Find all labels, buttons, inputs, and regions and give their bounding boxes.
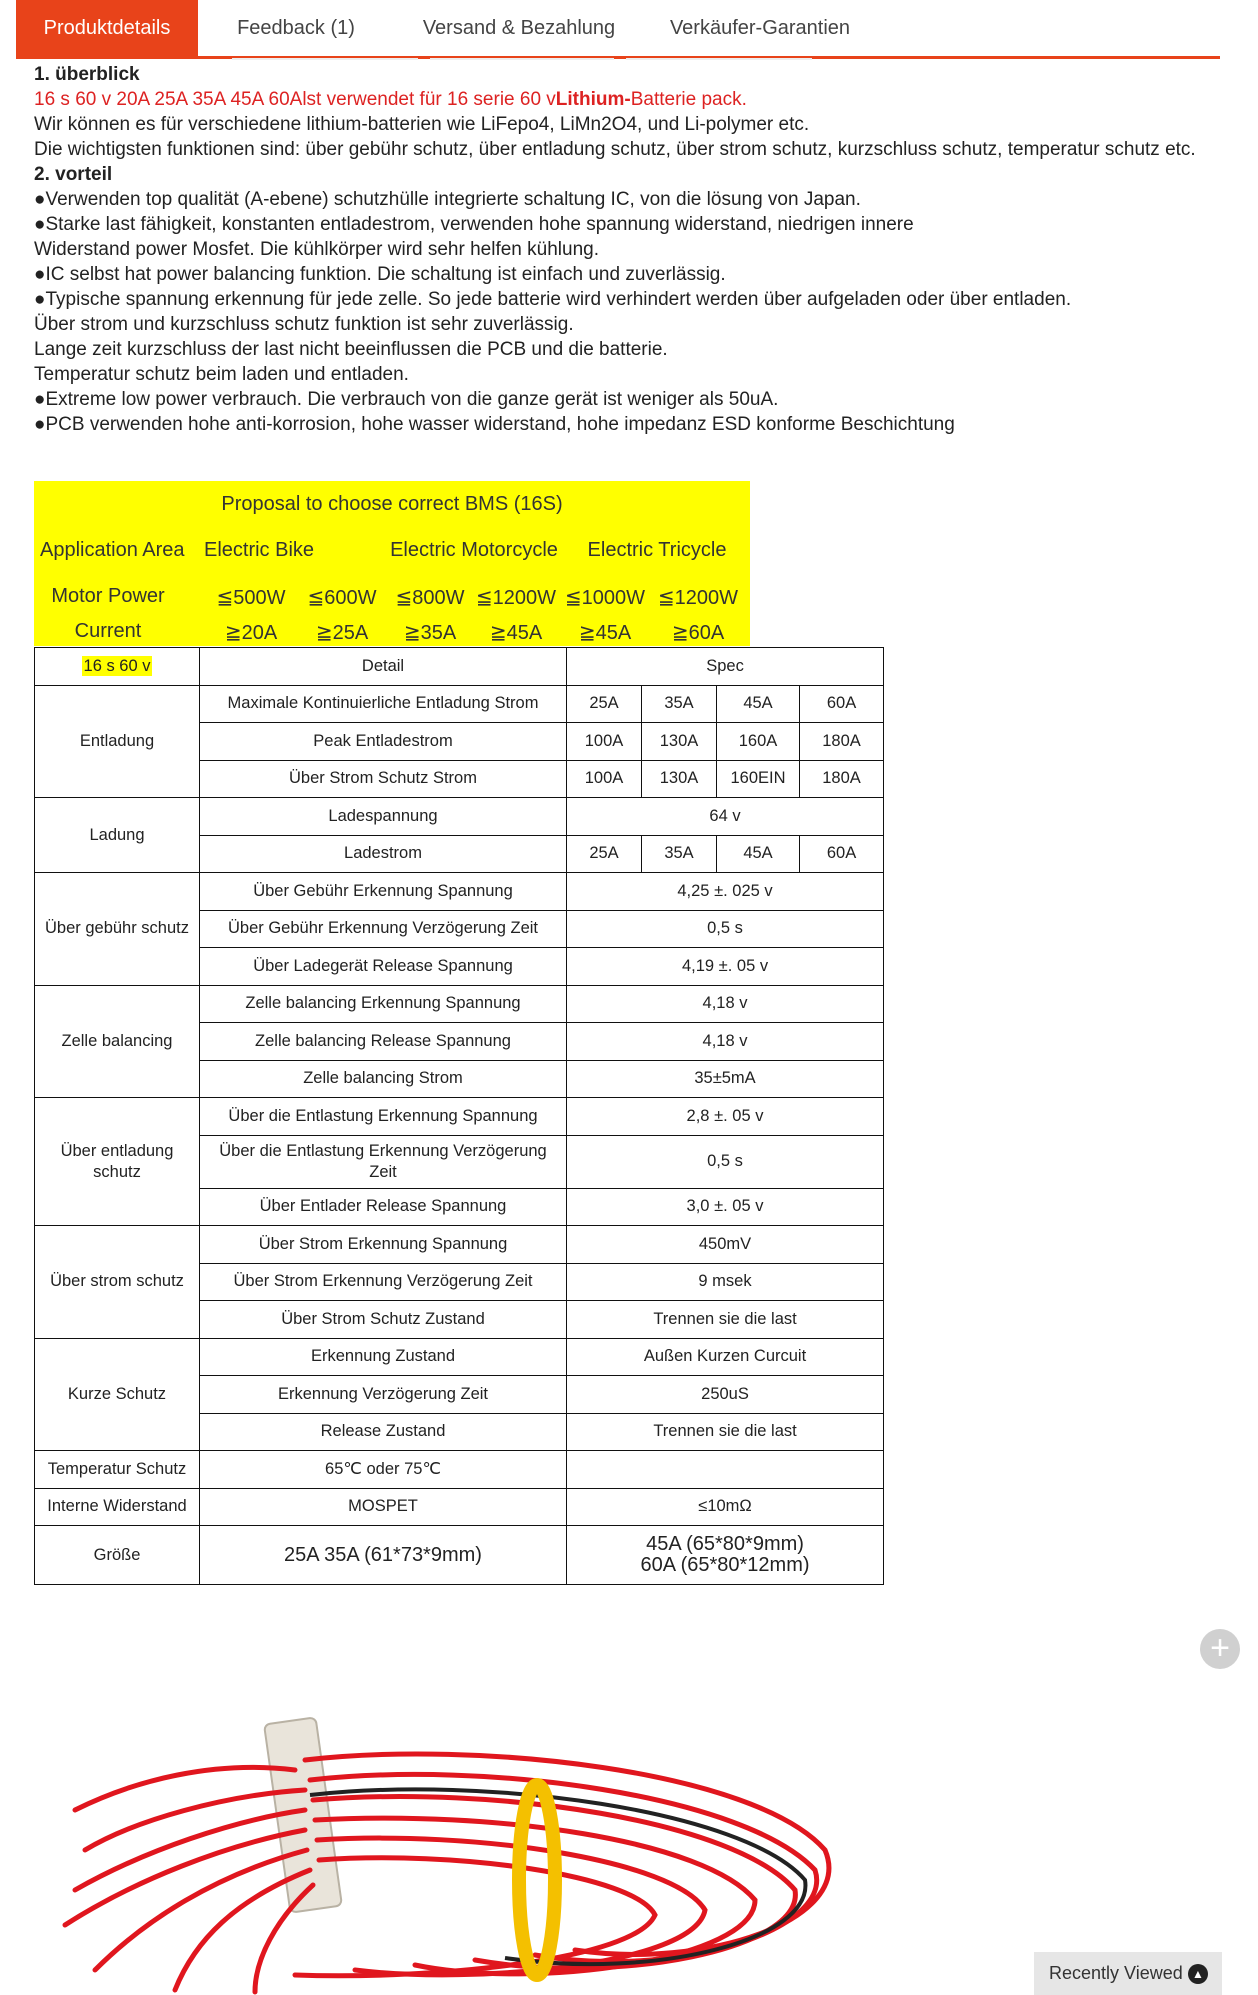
overview-line: Die wichtigsten funktionen sind: über gebühr schutz, über entladung schutz, über strom schutz, kurzschluss schutz, temperatur schutz etc. bbox=[34, 139, 1196, 160]
size-value: 45A (65*80*9mm) bbox=[646, 1533, 804, 1555]
plus-icon[interactable]: + bbox=[1200, 1629, 1240, 1669]
table-cell: 450mV bbox=[567, 1226, 884, 1264]
table-cell: 160A bbox=[717, 723, 800, 761]
group-label: Ladung bbox=[35, 798, 200, 873]
chevron-up-icon: ▲ bbox=[1188, 1964, 1208, 1984]
overview-heading: 1. überblick bbox=[34, 64, 140, 85]
table-row bbox=[35, 798, 884, 836]
table-cell: 3,0 ±. 05 v bbox=[567, 1188, 884, 1226]
table-cell: 180A bbox=[800, 760, 884, 798]
group-label: Über entladung schutz bbox=[35, 1098, 200, 1226]
power-value: ≦500W bbox=[216, 587, 286, 609]
tab-feedback[interactable]: Feedback (1) bbox=[237, 17, 355, 39]
power-value: ≦600W bbox=[307, 587, 377, 609]
group-label: Entladung bbox=[35, 685, 200, 798]
table-cell: Über die Entlastung Erkennung Spannung bbox=[200, 1098, 567, 1136]
table-cell: Über die Entlastung Erkennung Verzögerung Zeit bbox=[200, 1135, 567, 1188]
area-motorcycle: Electric Motorcycle bbox=[390, 539, 558, 561]
table-row bbox=[35, 1488, 884, 1526]
overview-line: Wir können es für verschiedene lithium-batterien wie LiFepo4, LiMn2O4, und Li-polymer etc. bbox=[34, 114, 810, 135]
bms-proposal-panel bbox=[34, 481, 750, 646]
table-cell: Ladespannung bbox=[200, 798, 567, 836]
table-cell: Zelle balancing Strom bbox=[200, 1060, 567, 1098]
table-cell: Erkennung Zustand bbox=[200, 1338, 567, 1376]
table-cell: 250uS bbox=[567, 1376, 884, 1414]
table-cell: ≤10mΩ bbox=[567, 1488, 884, 1526]
advantage-line: ●Extreme low power verbrauch. Die verbrauch von die ganze gerät ist weniger als 50uA. bbox=[34, 389, 779, 410]
table-cell: 160EIN bbox=[717, 760, 800, 798]
table-cell: Zelle balancing Release Spannung bbox=[200, 1023, 567, 1061]
table-cell: Über Ladegerät Release Spannung bbox=[200, 948, 567, 986]
table-row bbox=[35, 1338, 884, 1376]
table-cell: Release Zustand bbox=[200, 1413, 567, 1451]
table-cell: Über Strom Schutz Strom bbox=[200, 760, 567, 798]
table-cell: 45A bbox=[717, 835, 800, 873]
table-cell: Zelle balancing Erkennung Spannung bbox=[200, 985, 567, 1023]
table-cell: 65℃ oder 75℃ bbox=[200, 1451, 567, 1489]
advantage-line: ●Starke last fähigkeit, konstanten entladestrom, verwenden hohe spannung widerstand, niedrigen innere bbox=[34, 214, 914, 235]
table-cell: 130A bbox=[642, 760, 717, 798]
model-label: 16 s 60 v bbox=[83, 656, 151, 675]
current-value: ≧45A bbox=[489, 622, 543, 644]
group-label: Größe bbox=[35, 1526, 200, 1585]
yellow-tie bbox=[519, 1785, 555, 1975]
power-value: ≦800W bbox=[395, 587, 465, 609]
table-cell: 130A bbox=[642, 723, 717, 761]
table-row bbox=[35, 873, 884, 911]
power-value: ≦1200W bbox=[475, 587, 557, 609]
table-cell: Über Gebühr Erkennung Spannung bbox=[200, 873, 567, 911]
tab-divider bbox=[626, 58, 812, 60]
table-cell: Trennen sie die last bbox=[567, 1413, 884, 1451]
current-value: ≧25A bbox=[315, 622, 369, 644]
power-value: ≦1000W bbox=[564, 587, 646, 609]
table-cell: 45A bbox=[717, 685, 800, 723]
table-cell: 0,5 s bbox=[567, 1135, 884, 1188]
table-cell bbox=[567, 1526, 884, 1585]
table-cell: Außen Kurzen Curcuit bbox=[567, 1338, 884, 1376]
tab-produktdetails[interactable]: Produktdetails bbox=[16, 0, 198, 56]
current-value: ≧45A bbox=[578, 622, 632, 644]
table-row bbox=[35, 1098, 884, 1136]
table-cell: 60A bbox=[800, 685, 884, 723]
table-cell: Über Strom Schutz Zustand bbox=[200, 1301, 567, 1339]
table-cell: 4,25 ±. 025 v bbox=[567, 873, 884, 911]
advantage-line: Temperatur schutz beim laden und entladen. bbox=[34, 364, 409, 385]
table-cell: 100A bbox=[567, 723, 642, 761]
tab-divider bbox=[232, 58, 418, 60]
table-row bbox=[35, 985, 884, 1023]
current-value: ≧60A bbox=[671, 622, 725, 644]
table-cell: 4,18 v bbox=[567, 985, 884, 1023]
table-cell: Über Strom Erkennung Spannung bbox=[200, 1226, 567, 1264]
table-cell: 180A bbox=[800, 723, 884, 761]
table-cell: Trennen sie die last bbox=[567, 1301, 884, 1339]
power-value: ≦1200W bbox=[657, 587, 739, 609]
table-cell: 4,19 ±. 05 v bbox=[567, 948, 884, 986]
table-cell: Über Strom Erkennung Verzögerung Zeit bbox=[200, 1263, 567, 1301]
motor-power-label: Motor Power bbox=[51, 585, 165, 607]
table-header: Spec bbox=[567, 648, 884, 686]
advantage-heading: 2. vorteil bbox=[34, 164, 113, 185]
area-bike: Electric Bike bbox=[203, 539, 315, 561]
table-cell: 25A bbox=[567, 835, 642, 873]
table-cell: 64 v bbox=[567, 798, 884, 836]
table-cell bbox=[567, 1451, 884, 1489]
tab-bar bbox=[16, 0, 1220, 59]
spec-table bbox=[34, 647, 884, 1585]
group-label: Kurze Schutz bbox=[35, 1338, 200, 1451]
table-cell: 2,8 ±. 05 v bbox=[567, 1098, 884, 1136]
table-cell: 4,18 v bbox=[567, 1023, 884, 1061]
table-cell: 60A bbox=[800, 835, 884, 873]
table-cell: Über Entlader Release Spannung bbox=[200, 1188, 567, 1226]
advantage-line: ●Verwenden top qualität (A-ebene) schutzhülle integrierte schaltung IC, von die lösung von Japan. bbox=[34, 189, 861, 210]
group-label: Temperatur Schutz bbox=[35, 1451, 200, 1489]
table-cell: Peak Entladestrom bbox=[200, 723, 567, 761]
table-cell: 100A bbox=[567, 760, 642, 798]
table-row bbox=[35, 648, 884, 686]
table-row bbox=[35, 685, 884, 723]
table-row bbox=[35, 1526, 884, 1585]
table-cell: 35±5mA bbox=[567, 1060, 884, 1098]
table-cell: Maximale Kontinuierliche Entladung Strom bbox=[200, 685, 567, 723]
application-area-label: Application Area bbox=[40, 539, 185, 561]
advantage-line: Widerstand power Mosfet. Die kühlkörper wird sehr helfen kühlung. bbox=[34, 239, 599, 260]
group-label: Über gebühr schutz bbox=[35, 873, 200, 986]
recently-viewed-button[interactable] bbox=[1034, 1952, 1222, 1995]
tab-divider bbox=[430, 58, 614, 60]
table-header: Detail bbox=[200, 648, 567, 686]
table-cell: MOSPET bbox=[200, 1488, 567, 1526]
area-tricycle: Electric Tricycle bbox=[587, 539, 727, 561]
overview-intro: 16 s 60 v 20A 25A 35A 45A 60Alst verwendet für 16 serie 60 vLithium-Batterie pack. bbox=[34, 89, 747, 110]
current-value: ≧35A bbox=[403, 622, 457, 644]
tab-versand[interactable]: Versand & Bezahlung bbox=[422, 17, 616, 39]
tab-garantien[interactable]: Verkäufer-Garantien bbox=[669, 17, 851, 39]
description bbox=[34, 62, 1204, 437]
advantage-line: Über strom und kurzschluss schutz funktion ist sehr zuverlässig. bbox=[34, 314, 574, 335]
table-cell: 25A bbox=[567, 685, 642, 723]
table-cell: 35A bbox=[642, 685, 717, 723]
current-label: Current bbox=[74, 620, 142, 642]
group-label: Zelle balancing bbox=[35, 985, 200, 1098]
current-value: ≧20A bbox=[224, 622, 278, 644]
advantage-line: ●Typische spannung erkennung für jede zelle. So jede batterie wird verhindert werden über aufgeladen oder über entladen. bbox=[34, 289, 1072, 310]
table-cell: 35A bbox=[642, 835, 717, 873]
size-value: 60A (65*80*12mm) bbox=[640, 1554, 810, 1576]
table-row bbox=[35, 1451, 884, 1489]
proposal-title: Proposal to choose correct BMS (16S) bbox=[221, 493, 563, 515]
bms-cable-image bbox=[55, 1700, 855, 1995]
advantage-line: ●PCB verwenden hohe anti-korrosion, hohe wasser widerstand, hohe impedanz ESD konforme Beschichtung bbox=[34, 414, 955, 435]
table-cell bbox=[35, 648, 200, 686]
group-label: Über strom schutz bbox=[35, 1226, 200, 1339]
table-cell: Über Gebühr Erkennung Verzögerung Zeit bbox=[200, 910, 567, 948]
table-cell: 25A 35A (61*73*9mm) bbox=[200, 1526, 567, 1585]
advantage-line: ●IC selbst hat power balancing funktion. Die schaltung ist einfach und zuverlässig. bbox=[34, 264, 726, 285]
table-cell: Ladestrom bbox=[200, 835, 567, 873]
table-cell: 9 msek bbox=[567, 1263, 884, 1301]
table-cell: Erkennung Verzögerung Zeit bbox=[200, 1376, 567, 1414]
advantage-line: Lange zeit kurzschluss der last nicht beeinflussen die PCB und die batterie. bbox=[34, 339, 668, 360]
table-row bbox=[35, 1226, 884, 1264]
group-label: Interne Widerstand bbox=[35, 1488, 200, 1526]
table-cell: 0,5 s bbox=[567, 910, 884, 948]
recently-viewed-label: Recently Viewed bbox=[1049, 1963, 1183, 1983]
